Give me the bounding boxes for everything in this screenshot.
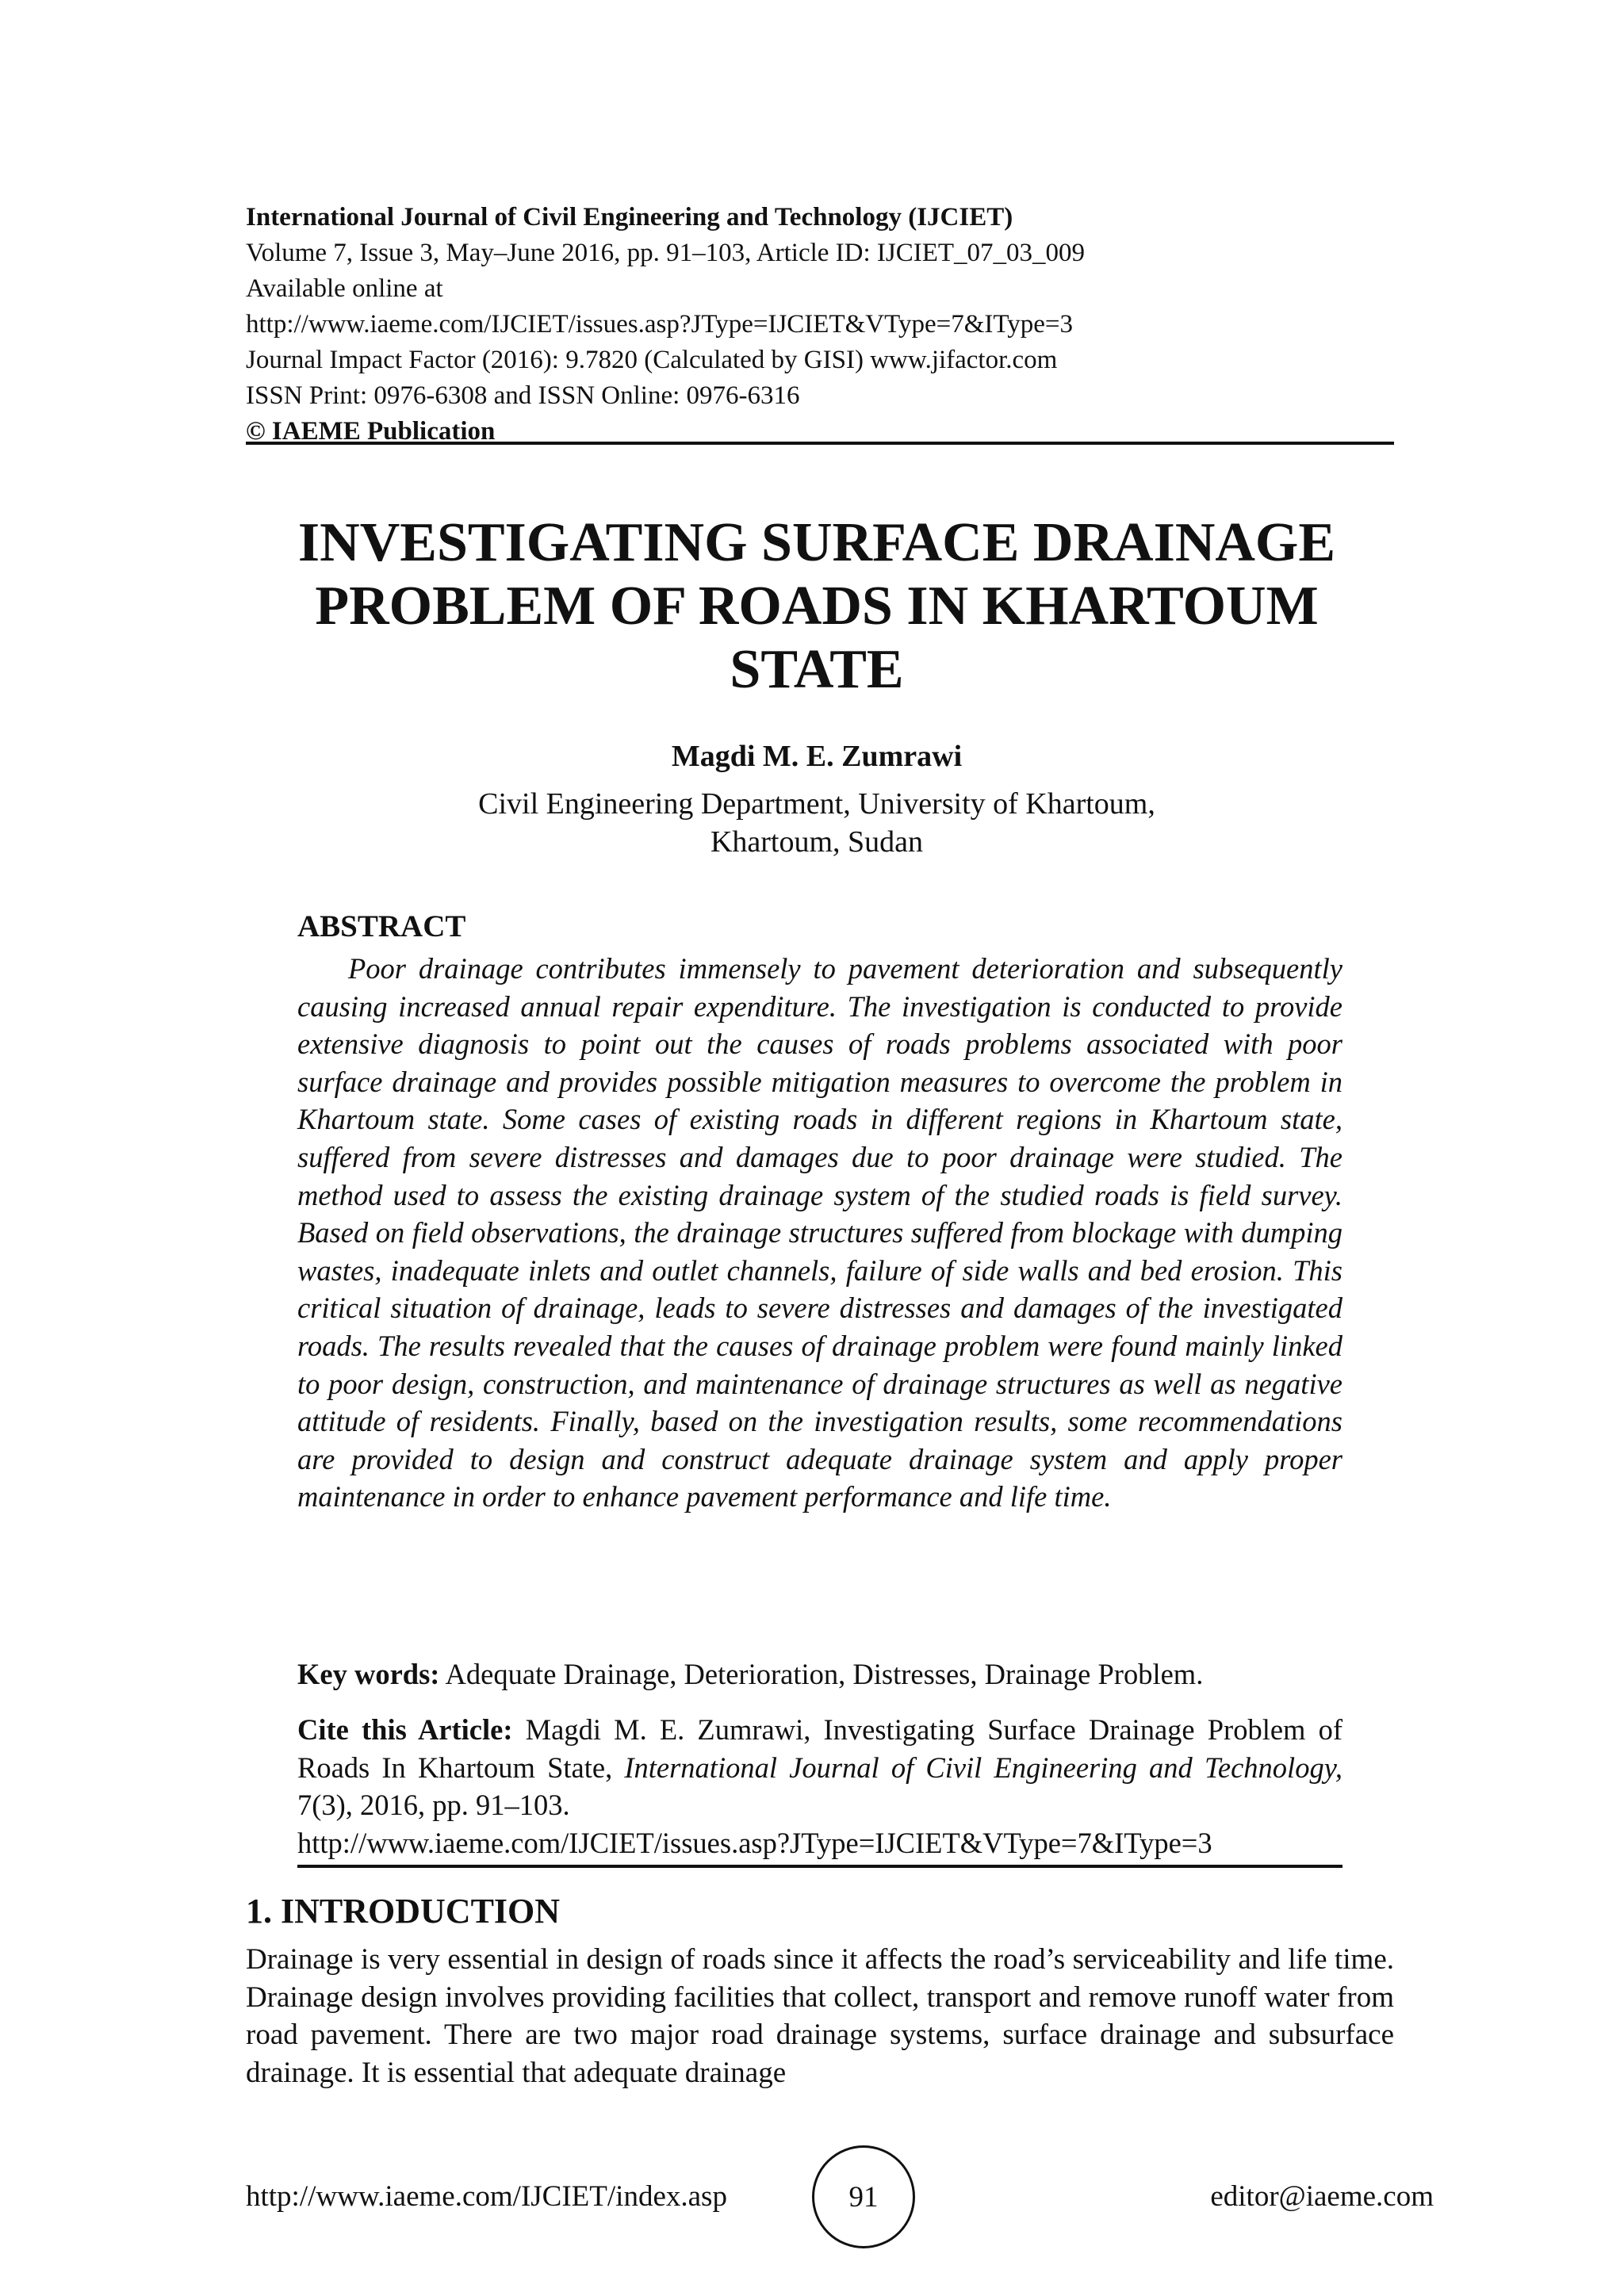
header-divider [246, 442, 1394, 445]
available-online: Available online at [246, 274, 443, 303]
cite-article [297, 1711, 1342, 1862]
footer-url[interactable]: http://www.iaeme.com/IJCIET/index.asp [246, 2180, 727, 2213]
cite-details: 7(3), 2016, pp. 91–103. [297, 1789, 570, 1822]
cite-label: Cite this Article: [297, 1713, 513, 1746]
paper-title [238, 511, 1396, 702]
keywords-text: Adequate Drainage, Deterioration, Distresses, Drainage Problem. [439, 1658, 1204, 1690]
introduction-heading: 1. INTRODUCTION [246, 1892, 561, 1931]
page-number [812, 2145, 915, 2248]
affiliation-line-1: Civil Engineering Department, University of Khartoum, [478, 787, 1155, 821]
publisher: © IAEME Publication [246, 417, 496, 446]
cite-text: Magdi M. E. Zumrawi, Investigating Surface Drainage Problem of Roads In Khartoum State, [297, 1713, 1343, 1784]
affiliation-line-2: Khartoum, Sudan [710, 825, 924, 859]
abstract-text: Poor drainage contributes immensely to pavement deterioration and subsequently causing increased annual repair expenditure. The investigation is conducted to provide extensive diagnosis to point out the causes of roads problems associated with poor surface drainage and provides possible mitigation measures to overcome the problem in Khartoum state. Some cases of existing roads in different regions in Khartoum state, suffered from severe distresses and damages due to poor drainage were studied. The method used to assess the existing drainage system of the studied roads is field survey. Based on field observations, the drainage structures suffered from blockage with dumping wastes, inadequate inlets and outlet channels, failure of side walls and bed erosion. This critical situation of drainage, leads to severe distresses and damages of the investigated roads. The results revealed that the causes of drainage problem were found mainly linked to poor design, construction, and maintenance of drainage structures as well as negative attitude of residents. Finally, based on the investigation results, some recommendations are provided to design and construct adequate drainage system and apply proper maintenance in order to enhance pavement performance and life time. [297, 952, 1342, 1513]
introduction-text: Drainage is very essential in design of roads since it affects the road’s serviceability and life time. Drainage design involves providing facilities that collect, transport and remove runoff water from road pavement. There are two major road drainage systems, surface drainage and subsurface drainage. It is essential that adequate drainage [246, 1943, 1394, 2089]
journal-url[interactable]: http://www.iaeme.com/IJCIET/issues.asp?JType=IJCIET&VType=7&IType=3 [246, 310, 1073, 339]
title-line-1: INVESTIGATING SURFACE DRAINAGE [297, 512, 1336, 573]
journal-name: International Journal of Civil Engineering and Technology (IJCIET) [246, 203, 1013, 232]
keywords-label: Key words: [297, 1658, 440, 1690]
author-name: Magdi M. E. Zumrawi [671, 740, 963, 773]
cite-url[interactable]: http://www.iaeme.com/IJCIET/issues.asp?JType=IJCIET&VType=7&IType=3 [297, 1826, 1212, 1859]
keywords [297, 1655, 1342, 1693]
issn: ISSN Print: 0976-6308 and ISSN Online: 0976-6316 [246, 381, 800, 410]
cite-journal: International Journal of Civil Engineering and Technology, [624, 1751, 1343, 1784]
author-affiliation [238, 785, 1396, 861]
footer-email[interactable]: editor@iaeme.com [1210, 2180, 1434, 2213]
abstract-heading: ABSTRACT [297, 909, 466, 943]
page-number-text: 91 [848, 2180, 879, 2214]
title-line-2: PROBLEM OF ROADS IN KHARTOUM [315, 576, 1319, 637]
journal-header [246, 200, 1396, 450]
impact-factor: Journal Impact Factor (2016): 9.7820 (Calculated by GISI) www.jifactor.com [246, 346, 1058, 374]
journal-volume: Volume 7, Issue 3, May–June 2016, pp. 91–103, Article ID: IJCIET_07_03_009 [246, 239, 1086, 267]
title-line-3: STATE [730, 639, 904, 700]
cite-divider [297, 1865, 1342, 1868]
